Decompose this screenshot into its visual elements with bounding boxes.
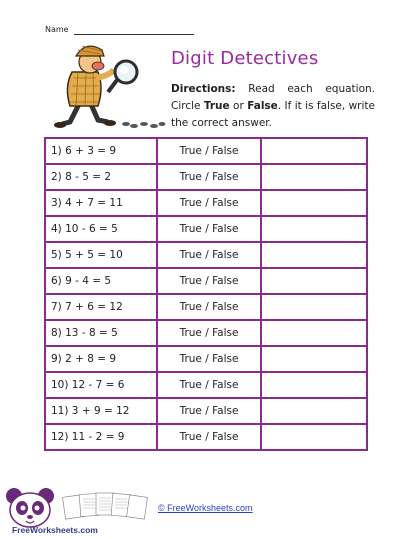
name-label: Name [45, 25, 69, 34]
true-false-choice[interactable]: True / False [157, 372, 262, 398]
true-false-choice[interactable]: True / False [157, 216, 262, 242]
equation-cell: 2) 8 - 5 = 2 [45, 164, 157, 190]
true-false-choice[interactable]: True / False [157, 268, 262, 294]
equation-cell: 6) 9 - 4 = 5 [45, 268, 157, 294]
table-row [45, 268, 367, 294]
answer-cell[interactable] [261, 164, 367, 190]
equation-table [44, 137, 368, 451]
directions-part1: Read each equation. Circle [171, 83, 375, 112]
table-row [45, 372, 367, 398]
answer-cell[interactable] [261, 424, 367, 450]
answer-cell[interactable] [261, 216, 367, 242]
true-false-choice[interactable]: True / False [157, 242, 262, 268]
true-false-choice[interactable]: True / False [157, 190, 262, 216]
true-false-choice[interactable]: True / False [157, 346, 262, 372]
equation-cell: 10) 12 - 7 = 6 [45, 372, 157, 398]
equation-cell: 1) 6 + 3 = 9 [45, 138, 157, 164]
equation-cell: 11) 3 + 9 = 12 [45, 398, 157, 424]
answer-cell[interactable] [261, 320, 367, 346]
table-row [45, 346, 367, 372]
equation-cell: 12) 11 - 2 = 9 [45, 424, 157, 450]
false-word: False [247, 100, 278, 112]
equation-cell: 8) 13 - 8 = 5 [45, 320, 157, 346]
answer-cell[interactable] [261, 294, 367, 320]
answer-cell[interactable] [261, 372, 367, 398]
table-row [45, 242, 367, 268]
true-false-choice[interactable]: True / False [157, 320, 262, 346]
worksheet-title: Digit Detectives [171, 48, 319, 69]
name-field[interactable] [74, 34, 194, 35]
true-false-choice[interactable]: True / False [157, 398, 262, 424]
equation-cell: 7) 7 + 6 = 12 [45, 294, 157, 320]
table-row [45, 320, 367, 346]
equation-cell: 4) 10 - 6 = 5 [45, 216, 157, 242]
table-row [45, 216, 367, 242]
table-row [45, 190, 367, 216]
equation-cell: 5) 5 + 5 = 10 [45, 242, 157, 268]
brand-wordmark: FreeWorksheets.com [12, 525, 98, 535]
true-false-choice[interactable]: True / False [157, 138, 262, 164]
table-row [45, 424, 367, 450]
detective-illustration [42, 42, 172, 132]
directions-label: Directions: [171, 83, 236, 95]
directions-part2: . If it is false, write the correct answer. [171, 100, 375, 129]
answer-cell[interactable] [261, 138, 367, 164]
true-false-choice[interactable]: True / False [157, 164, 262, 190]
table-row [45, 164, 367, 190]
worksheet-thumbnails-icon [62, 490, 152, 520]
table-row [45, 398, 367, 424]
answer-cell[interactable] [261, 242, 367, 268]
answer-cell[interactable] [261, 190, 367, 216]
equation-cell: 9) 2 + 8 = 9 [45, 346, 157, 372]
true-false-choice[interactable]: True / False [157, 424, 262, 450]
answer-cell[interactable] [261, 346, 367, 372]
answer-cell[interactable] [261, 268, 367, 294]
answer-cell[interactable] [261, 398, 367, 424]
true-word: True [203, 100, 230, 112]
equation-cell: 3) 4 + 7 = 11 [45, 190, 157, 216]
table-row [45, 138, 367, 164]
true-false-choice[interactable]: True / False [157, 294, 262, 320]
directions-text [171, 81, 375, 132]
footer-link[interactable]: © FreeWorksheets.com [158, 503, 253, 513]
or-word: or [229, 100, 248, 112]
table-row [45, 294, 367, 320]
